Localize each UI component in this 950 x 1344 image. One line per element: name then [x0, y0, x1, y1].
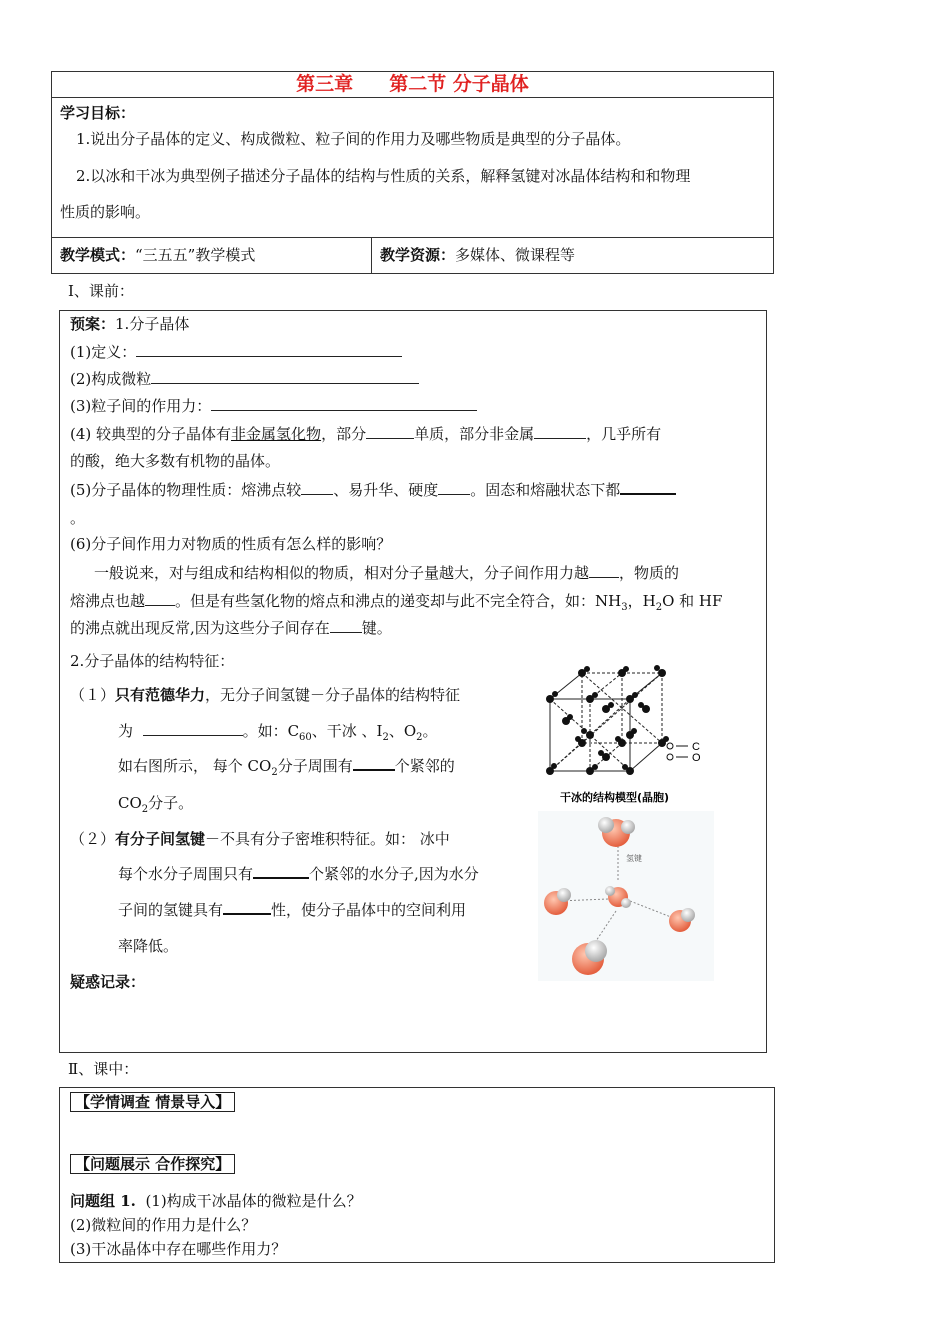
objectives-label: 学习目标：: [60, 104, 136, 122]
para2-text-3: ，H: [627, 592, 656, 610]
question-2: (2)微粒间的作用力是什么？: [70, 1216, 257, 1234]
objective-2: 2.以冰和干冰为典型例子描述分子晶体的结构与性质的关系，解释氢键对冰晶体结构和和物理: [76, 167, 691, 185]
case1-line3-b: 分子周围有: [277, 757, 353, 775]
q3-blank[interactable]: [211, 396, 477, 411]
fig1-caption: 干冰的结构模型(晶胞): [560, 791, 670, 804]
q5-blank-2[interactable]: [438, 480, 470, 495]
pre-class-heading: Ⅰ、课前：: [68, 282, 134, 300]
case1-line4: CO: [118, 794, 142, 812]
objective-1: 1.说出分子晶体的定义、构成微粒、粒子间的作用力及哪些物质是典型的分子晶体。: [76, 130, 631, 148]
para2-text-4: O 和 HF: [662, 592, 723, 610]
case1-number: （１）: [70, 686, 116, 704]
section-title: 第二节 分子晶体: [389, 73, 529, 95]
question-1: (1)构成干冰晶体的微粒是什么？: [145, 1192, 362, 1210]
section-questions: 【问题展示 合作探究】: [70, 1154, 235, 1174]
resource-label: 教学资源：: [380, 246, 456, 264]
q4-blank-2[interactable]: [534, 424, 586, 439]
q3-label: (3)粒子间的作用力：: [70, 397, 212, 415]
q5-text: (5)分子晶体的物理性质：熔沸点较: [70, 481, 302, 499]
q5-text-3: 。固态和熔融状态下都: [470, 481, 621, 499]
q4-text: 较典型的分子晶体有: [96, 425, 232, 443]
q4-text-2: ，部分: [321, 425, 367, 443]
case2-line3: 子间的氢键具有: [118, 901, 224, 919]
header-table: [51, 71, 774, 274]
q2-blank[interactable]: [151, 369, 419, 384]
in-class-heading: Ⅱ、课中：: [68, 1060, 139, 1078]
para2-blank[interactable]: [145, 591, 175, 606]
case2-blank-2[interactable]: [223, 899, 271, 915]
fig1-label-o: O: [692, 752, 701, 764]
case1-text: ，无分子间氢键－分子晶体的结构特征: [205, 686, 461, 704]
para2-text: 熔沸点也越: [70, 592, 146, 610]
case1-line3-c: 个紧邻的: [394, 757, 455, 775]
case2-line2-b: 个紧邻的水分子,因为水分: [309, 865, 479, 883]
case2-bold: 有分子间氢键: [115, 830, 206, 848]
sub-o2: 2: [416, 732, 423, 743]
mode-cell: [52, 238, 372, 274]
mode-label: 教学模式：: [60, 246, 136, 264]
q6-text: (6)分子间作用力对物质的性质有怎么样的影响？: [70, 535, 392, 553]
q4-line2: 的酸，绝大多数有机物的晶体。: [70, 452, 281, 470]
q1-label: (1)定义：: [70, 343, 137, 361]
case1-line3: 如右图所示， 每个 CO: [118, 757, 272, 775]
fig2-label: 氢键: [626, 854, 642, 863]
case1-blank-2[interactable]: [353, 755, 395, 771]
case1-line2-d: 、O: [388, 722, 417, 740]
section-survey: 【学情调查 情景导入】: [70, 1092, 235, 1112]
case1-line2: 为: [118, 722, 134, 740]
sub-3: 3: [621, 602, 628, 613]
q1-blank[interactable]: [136, 342, 402, 357]
pre-class-box: [59, 310, 767, 1053]
para1-blank[interactable]: [589, 563, 619, 578]
page-title: [52, 72, 774, 98]
question-group-label: 问题组 1.: [70, 1192, 136, 1210]
para3-text: 的沸点就出现反常,因为这些分子间存在: [70, 619, 330, 637]
para2-text-2: 。但是有些氢化物的熔点和沸点的递变却与此不完全符合，如：NH: [175, 592, 622, 610]
fig1-label-c: C: [692, 741, 700, 753]
case2-text: －不具有分子密堆积特征。如： 冰中: [205, 830, 450, 848]
case1-bold: 只有范德华力: [115, 686, 206, 704]
q4-text-4: ，几乎所有: [586, 425, 662, 443]
mode-value: “三五五”教学模式: [135, 246, 256, 264]
sub-co2-2: 2: [141, 804, 149, 815]
para3-text-2: 键。: [361, 619, 392, 637]
case1-line2-b: 。如：C: [242, 722, 300, 740]
question-3: (3)干冰晶体中存在哪些作用力？: [70, 1240, 287, 1258]
section2-title: 2.分子晶体的结构特征：: [70, 652, 235, 670]
objectives-cell: [52, 98, 774, 238]
case1-blank-1[interactable]: [143, 721, 243, 736]
case2-line3-b: 性，使分子晶体中的空间利用: [271, 901, 467, 919]
in-class-box: [59, 1087, 775, 1263]
para1-text: 一般说来，对与组成和结构相似的物质，相对分子量越大，分子间作用力越: [94, 564, 590, 582]
sub-i2: 2: [382, 732, 389, 743]
plan-label: 预案：: [70, 315, 116, 333]
plan-title: 1.分子晶体: [115, 315, 190, 333]
case1-line2-c: 、干冰 、I: [311, 722, 383, 740]
q4-number: (4): [70, 425, 92, 443]
case2-line4: 率降低。: [118, 937, 179, 955]
q5-blank-1[interactable]: [301, 480, 333, 495]
sub-2: 2: [655, 602, 663, 613]
case1-line2-e: 。: [422, 722, 438, 740]
q5-end: 。: [70, 509, 86, 527]
resource-cell: [372, 238, 774, 274]
resource-value: 多媒体、微课程等: [455, 246, 576, 264]
q5-blank-3[interactable]: [620, 479, 676, 495]
objective-2-cont: 性质的影响。: [60, 203, 151, 221]
q4-underlined: 非金属氢化物: [231, 425, 322, 443]
chapter-title: 第三章: [296, 73, 354, 95]
case2-line2: 每个水分子周围只有: [118, 865, 254, 883]
case1-line4-b: 分子。: [148, 794, 194, 812]
ice-hydrogen-bond-figure: [538, 811, 714, 981]
case2-blank-1[interactable]: [253, 863, 309, 879]
dry-ice-unit-cell-figure: [538, 661, 714, 809]
para1-text-2: ，物质的: [619, 564, 680, 582]
q5-text-2: 、易升华、硬度: [333, 481, 439, 499]
q2-label: (2)构成微粒: [70, 370, 152, 388]
doubt-label: 疑惑记录：: [70, 973, 146, 991]
q4-text-3: 单质，部分非金属: [414, 425, 535, 443]
q4-blank-1[interactable]: [366, 424, 414, 439]
sub-co2: 2: [271, 767, 278, 778]
case2-number: （２）: [70, 830, 116, 848]
para3-blank[interactable]: [330, 618, 362, 633]
sub-60: 60: [299, 732, 312, 743]
